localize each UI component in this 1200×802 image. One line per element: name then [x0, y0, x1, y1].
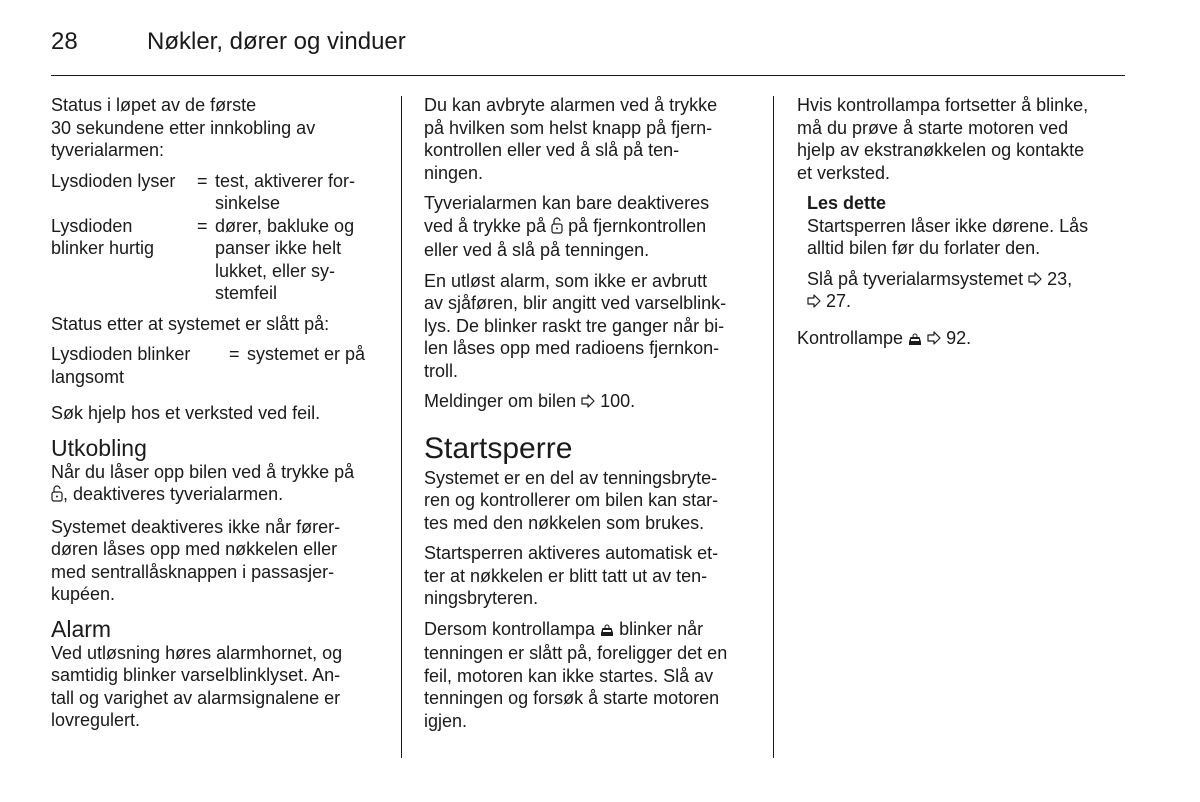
paragraph: Dersom kontrollampa blinker når tenningen er slått på, foreligger det en feil, motoren kan ikke startes. Slå av tenningen og forsøk å starte motoren igjen.: [424, 618, 728, 731]
paragraph: Tyverialarmen kan bare deaktiveres ved å trykke på på fjernkontrollen eller ved å slå på tenningen.: [424, 193, 710, 260]
paragraph: Ved utløsning høres alarmhornet, og samtidig blinker varselblinklyset. An- tall og varighet av alarmsignalene er lovregulert.: [51, 642, 343, 730]
paragraph: Hvis kontrollampa fortsetter å blinke, må du prøve å starte motoren ved hjelp av ekstranøkkelen og kontakte et verksted.: [797, 95, 1089, 183]
unlock-icon: [51, 485, 63, 508]
paragraph: Systemet er en del av tenningsbryte- ren og kontrollerer om bilen kan star- tes med den nøkkelen som brukes.: [424, 467, 719, 533]
section-heading: Startsperre: [424, 431, 573, 465]
column-1: [51, 94, 381, 740]
paragraph: Startsperren aktiveres automatisk et- ter at nøkkelen er blitt tatt ut av ten- ningsbryteren.: [424, 543, 719, 608]
definition-description: systemet er på: [247, 344, 366, 364]
section-heading: Alarm: [51, 615, 112, 642]
paragraph: Du kan avbryte alarmen ved å trykke på hvilken som helst knapp på fjern- kontrollen eller ved å slå på ten- ningen.: [424, 95, 718, 183]
paragraph: En utløst alarm, som ikke er avbrutt av sjåføren, blir angitt ved varselblink- lys. De blinker raskt tre ganger når bi- len låses opp med radioens fjernkon- troll.: [424, 270, 727, 381]
note-title: Les dette: [807, 193, 887, 213]
column-divider: [773, 96, 774, 758]
definition-description: dører, bakluke og panser ikke helt lukket, eller sy- stemfeil: [215, 215, 355, 303]
page-reference[interactable]: 92.: [941, 327, 972, 348]
note-box: [807, 192, 1127, 313]
definition-term: Lysdioden blinker langsomt: [51, 344, 191, 387]
definition-row: Lysdioden lyser = test, aktiverer for- sinkelse: [51, 170, 381, 215]
page-number: 28: [51, 28, 78, 55]
paragraph: Søk hjelp hos et verksted ved feil.: [51, 403, 321, 423]
column-divider: [401, 96, 402, 758]
definition-description: test, aktiverer for- sinkelse: [215, 170, 356, 213]
status-definition-list: [51, 170, 381, 305]
column-2: [424, 94, 754, 740]
reference-arrow-icon[interactable]: [927, 328, 941, 342]
paragraph: Meldinger om bilen 100.: [424, 391, 636, 411]
definition-row: Lysdioden blinker langsomt = systemet er på: [51, 343, 381, 388]
paragraph: Status etter at systemet er slått på:: [51, 313, 330, 334]
paragraph: Slå på tyverialarmsystemet 23, 27.: [807, 268, 1073, 311]
definition-row: Lysdioden blinker hurtig = dører, bakluke og panser ikke helt lukket, eller sy- stemfeil: [51, 215, 381, 305]
reference-arrow-icon[interactable]: [581, 391, 595, 405]
paragraph: Startsperren låser ikke dørene. Lås alltid bilen før du forlater den.: [807, 215, 1089, 258]
page-reference[interactable]: 27.: [821, 291, 852, 311]
column-3: [797, 94, 1127, 359]
header-rule: [51, 75, 1125, 76]
page-reference[interactable]: 23,: [1042, 268, 1073, 289]
page-header: [51, 24, 406, 60]
paragraph: Kontrollampe 92.: [797, 327, 1127, 352]
reference-arrow-icon[interactable]: [807, 291, 821, 305]
car-key-icon: [908, 329, 922, 352]
car-key-icon: [600, 620, 614, 643]
paragraph: Systemet deaktiveres ikke når fører- døren låses opp med nøkkelen eller med sentrallåsknappen i passasjer- kupéen.: [51, 516, 341, 604]
definition-term: Lysdioden blinker hurtig: [51, 215, 155, 258]
page-reference[interactable]: 100.: [595, 391, 636, 411]
section-heading: Utkobling: [51, 434, 147, 461]
paragraph: Når du låser opp bilen ved å trykke på , deaktiveres tyverialarmen.: [51, 461, 381, 508]
unlock-icon: [551, 217, 563, 240]
reference-arrow-icon[interactable]: [1028, 269, 1042, 283]
page-title: Nøkler, dører og vinduer: [147, 28, 406, 55]
definition-term: Lysdioden lyser: [51, 170, 176, 191]
status-definition-list: [51, 343, 381, 388]
paragraph: Status i løpet av de første 30 sekundene etter innkobling av tyverialarmen:: [51, 95, 316, 160]
